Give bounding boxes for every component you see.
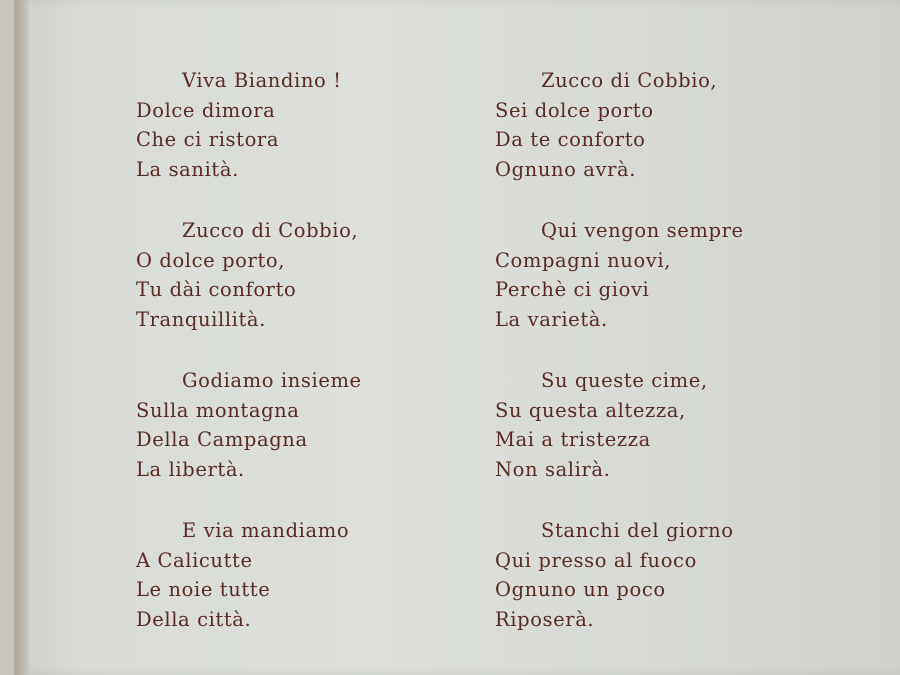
stanza [495,366,795,516]
book-page [14,0,900,675]
poem-left-column [136,66,436,666]
verse-line: A Calicutte [136,548,253,572]
verse-line: Ognuno un poco [495,578,666,602]
verse-line: Zucco di Cobbio, [182,219,359,242]
stanza [495,516,795,666]
verse-line: Non salirà. [495,458,611,482]
verse-line: Su questa altezza, [495,398,686,422]
stanza [495,66,795,216]
verse-line: Sei dolce porto [495,98,654,122]
verse-line: Tu dài conforto [136,278,297,302]
verse-line: Mai a tristezza [495,428,651,452]
stanza [136,366,436,516]
stanza [136,216,436,366]
verse-line: Compagni nuovi, [495,248,672,272]
verse-line: Della Campagna [136,428,308,452]
verse-line: O dolce porto, [136,248,286,272]
verse-line: Viva Biandino ! [182,69,342,92]
verse-line: Su queste cime, [541,369,708,392]
stanza [136,516,436,666]
verse-line: Tranquillità. [136,308,266,332]
stanza [136,66,436,216]
stanza [495,216,795,366]
verse-line: Dolce dimora [136,98,276,122]
verse-line: Della città. [136,608,252,632]
verse-line: La sanità. [136,158,239,182]
verse-line: Riposerà. [495,608,595,632]
verse-line: Perchè ci giovi [495,278,650,302]
verse-line: Ognuno avrà. [495,158,637,182]
verse-line: Qui vengon sempre [541,219,744,242]
verse-line: Da te conforto [495,128,646,152]
verse-line: Zucco di Cobbio, [541,69,718,92]
verse-line: Stanchi del giorno [541,519,734,542]
verse-line: La varietà. [495,308,608,332]
verse-line: Le noie tutte [136,578,271,602]
verse-line: La libertà. [136,458,245,482]
poem-right-column [495,66,795,666]
verse-line: E via mandiamo [182,519,350,542]
verse-line: Qui presso al fuoco [495,548,697,572]
verse-line: Godiamo insieme [182,369,362,392]
verse-line: Che ci ristora [136,128,280,152]
verse-line: Sulla montagna [136,398,300,422]
page-binding-edge [14,0,30,675]
